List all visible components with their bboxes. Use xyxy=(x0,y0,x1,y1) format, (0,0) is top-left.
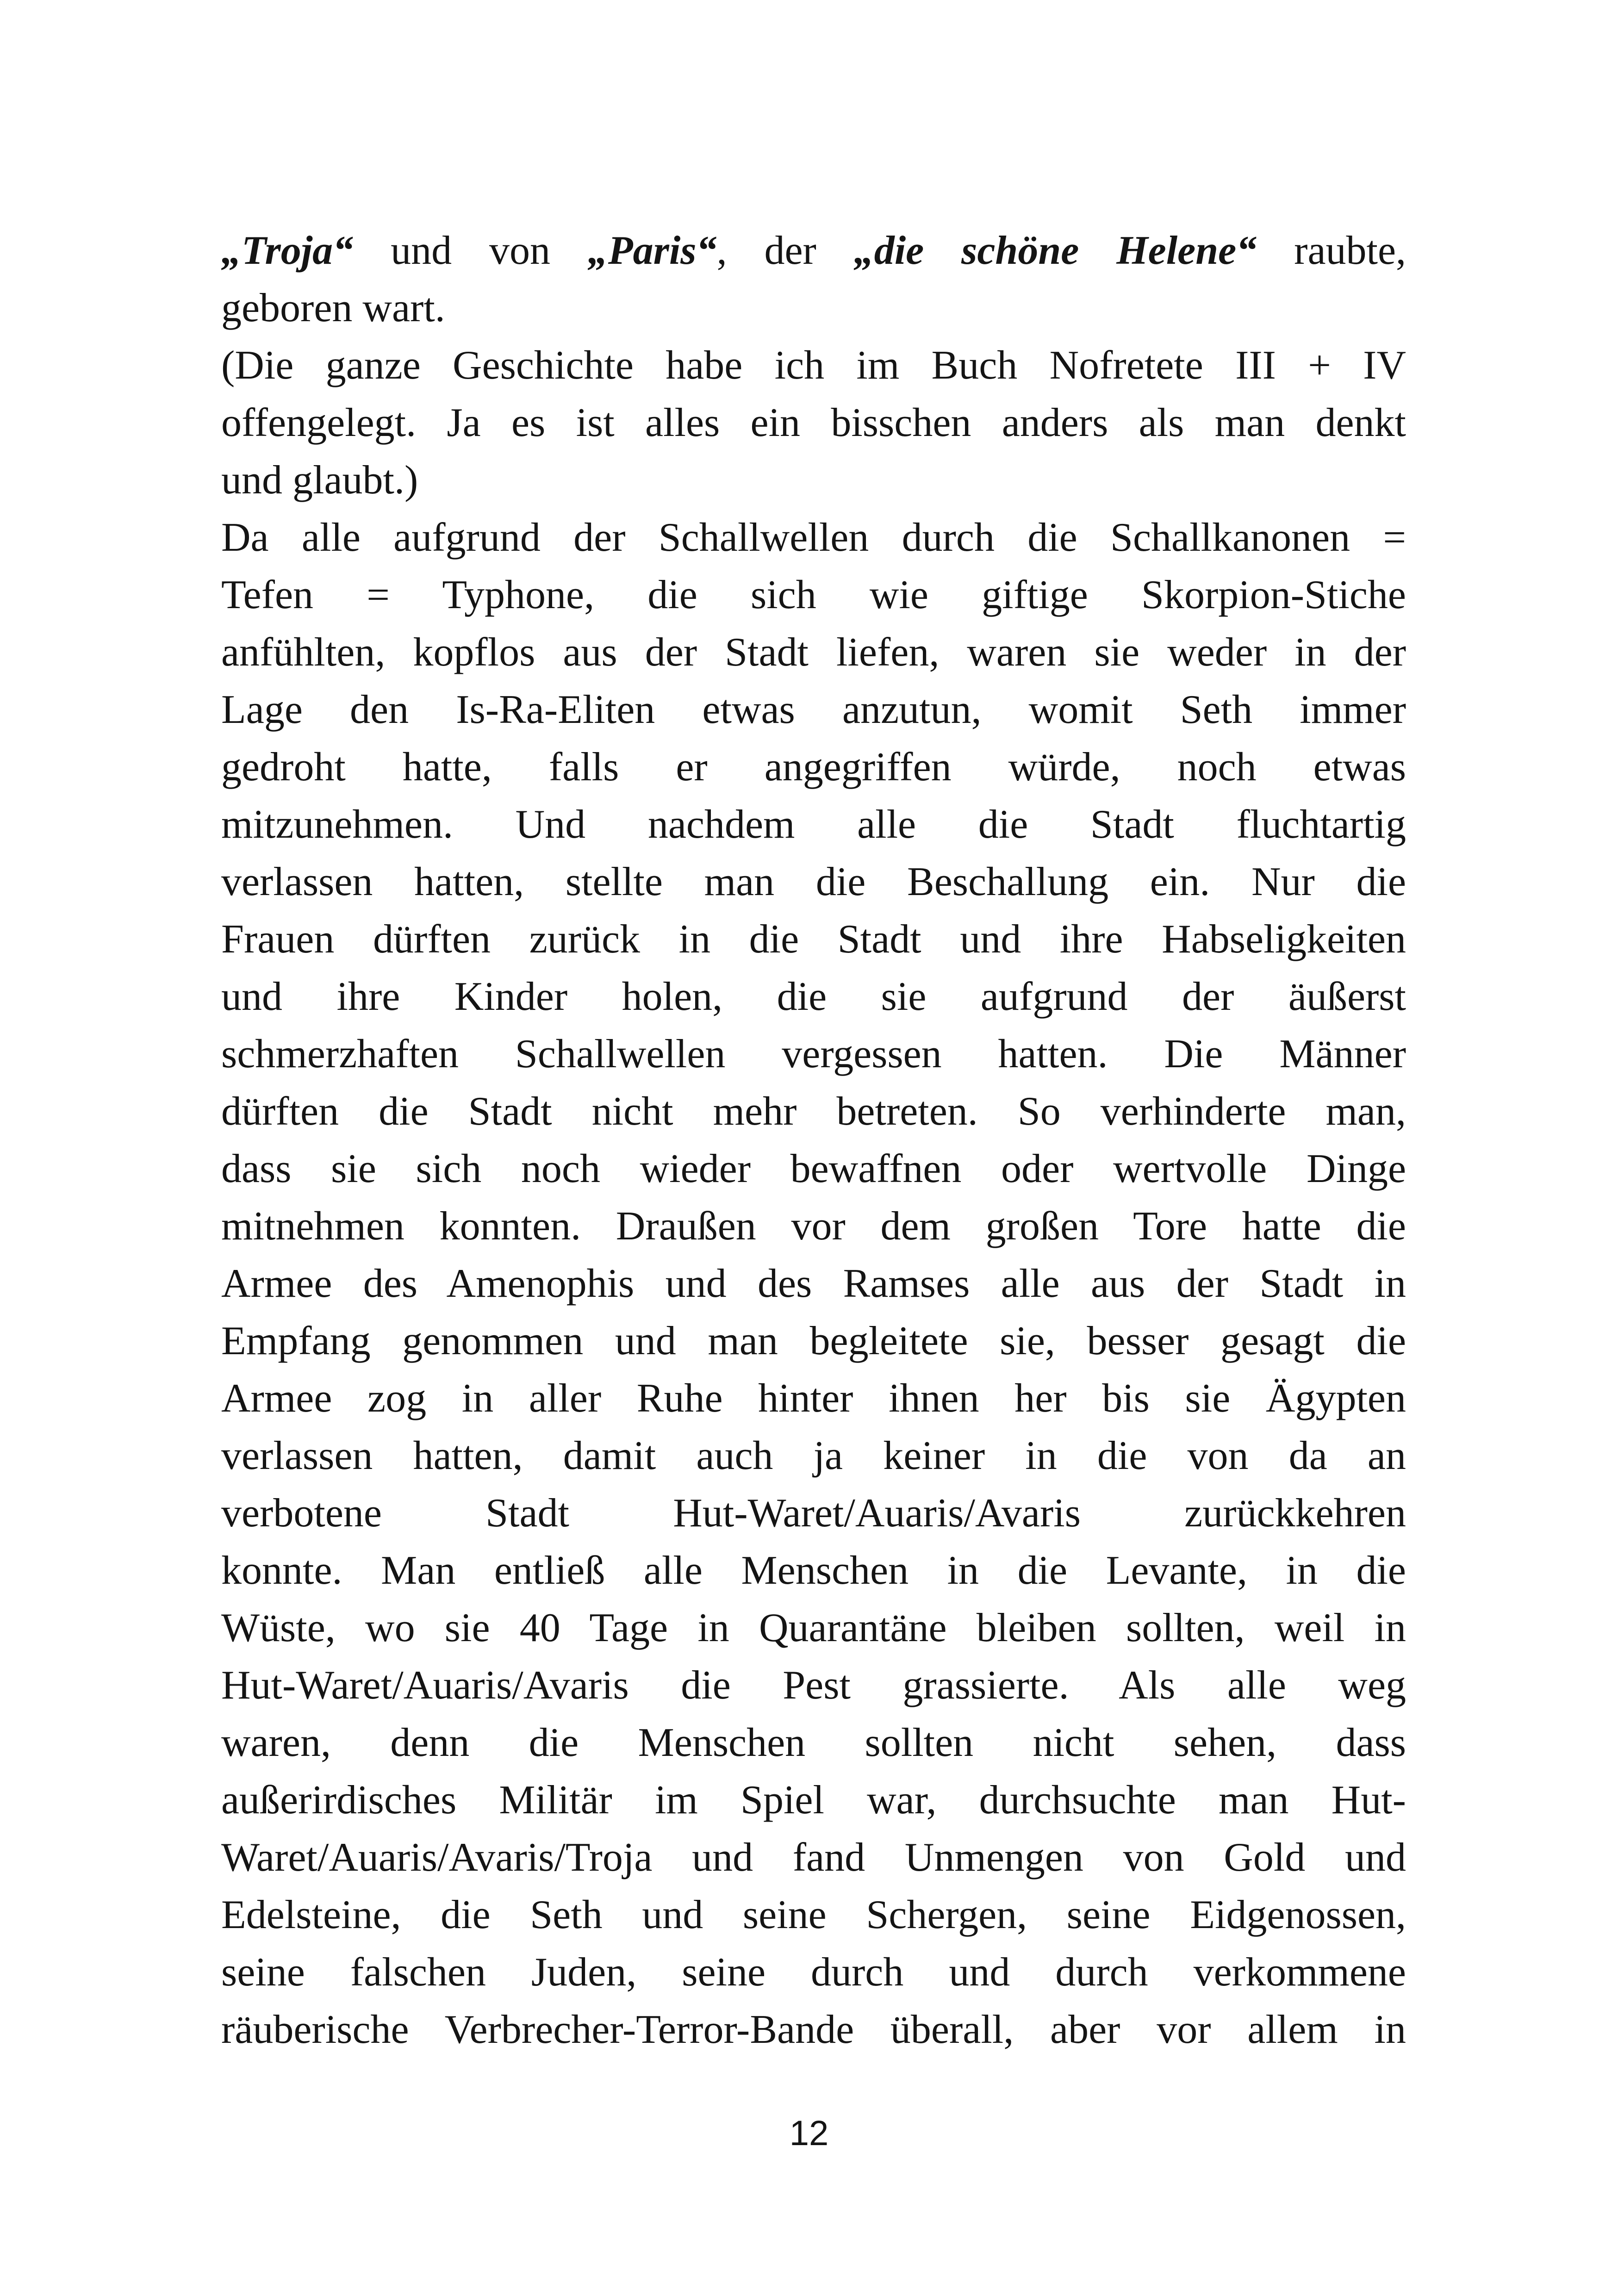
text-fragment: und von xyxy=(391,228,550,273)
text-line-1 xyxy=(221,222,1406,280)
title-troja: „Troja“ xyxy=(221,228,354,273)
text-line: dürften die Stadt nicht mehr betreten. So verhinderte man, xyxy=(221,1089,1406,1134)
text-fragment: , der xyxy=(716,228,816,273)
text-line: Empfang genommen und man begleitete sie, besser gesagt die xyxy=(221,1319,1406,1363)
text-line: Edelsteine, die Seth und seine Schergen, seine Eidgenossen, xyxy=(221,1892,1406,1937)
text-line: waren, denn die Menschen sollten nicht sehen, dass xyxy=(221,1720,1406,1765)
text-line: Tefen = Typhone, die sich wie giftige Skorpion-Stiche xyxy=(221,572,1406,617)
text-fragment: raubte, xyxy=(1294,228,1406,273)
text-line: räuberische Verbrecher-Terror-Bande überall, aber vor allem in xyxy=(221,2007,1406,2052)
text-line: und ihre Kinder holen, die sie aufgrund der äußerst xyxy=(221,974,1406,1019)
body-text xyxy=(221,222,1406,2059)
text-line: Hut-Waret/Auaris/Avaris die Pest grassierte. Als alle weg xyxy=(221,1663,1406,1708)
page-number: 12 xyxy=(789,2114,829,2153)
text-line: verlassen hatten, stellte man die Beschallung ein. Nur die xyxy=(221,859,1406,904)
text-line: seine falschen Juden, seine durch und durch verkommene xyxy=(221,1950,1406,1995)
text-line: gedroht hatte, falls er angegriffen würde, noch etwas xyxy=(221,745,1406,790)
text-line: verbotene Stadt Hut-Waret/Auaris/Avaris zurückkehren xyxy=(221,1491,1406,1536)
name-paris: „Paris“ xyxy=(587,228,717,273)
text-line: konnte. Man entließ alle Menschen in die Levante, in die xyxy=(221,1548,1406,1593)
text-line: und glaubt.) xyxy=(221,458,418,503)
text-line: schmerzhaften Schallwellen vergessen hatten. Die Männer xyxy=(221,1032,1406,1076)
text-line: dass sie sich noch wieder bewaffnen oder wertvolle Dinge xyxy=(221,1146,1406,1191)
text-line: (Die ganze Geschichte habe ich im Buch Nofretete III + IV xyxy=(221,343,1406,388)
text-line: Armee des Amenophis und des Ramses alle aus der Stadt in xyxy=(221,1261,1406,1306)
text-line: Armee zog in aller Ruhe hinter ihnen her bis sie Ägypten xyxy=(221,1376,1406,1421)
text-line: Wüste, wo sie 40 Tage in Quarantäne bleiben sollten, weil in xyxy=(221,1605,1406,1650)
text-line: anfühlten, kopflos aus der Stadt liefen, waren sie weder in der xyxy=(221,630,1406,675)
text-line: Da alle aufgrund der Schallwellen durch die Schallkanonen = xyxy=(221,515,1406,560)
text-line: außerirdisches Militär im Spiel war, durchsuchte man Hut- xyxy=(221,1778,1406,1823)
text-line: Frauen dürften zurück in die Stadt und ihre Habseligkeiten xyxy=(221,917,1406,962)
text-line: Waret/Auaris/Avaris/Troja und fand Unmengen von Gold und xyxy=(221,1835,1406,1880)
text-line: geboren wart. xyxy=(221,286,445,330)
text-line: Lage den Is-Ra-Eliten etwas anzutun, womit Seth immer xyxy=(221,687,1406,732)
text-line: mitnehmen konnten. Draußen vor dem großen Tore hatte die xyxy=(221,1204,1406,1249)
title-schoene-helene: „die schöne Helene“ xyxy=(853,228,1257,273)
text-line: offengelegt. Ja es ist alles ein bisschen anders als man denkt xyxy=(221,400,1406,445)
text-line: mitzunehmen. Und nachdem alle die Stadt fluchtartig xyxy=(221,802,1406,847)
text-line: verlassen hatten, damit auch ja keiner in die von da an xyxy=(221,1433,1406,1478)
